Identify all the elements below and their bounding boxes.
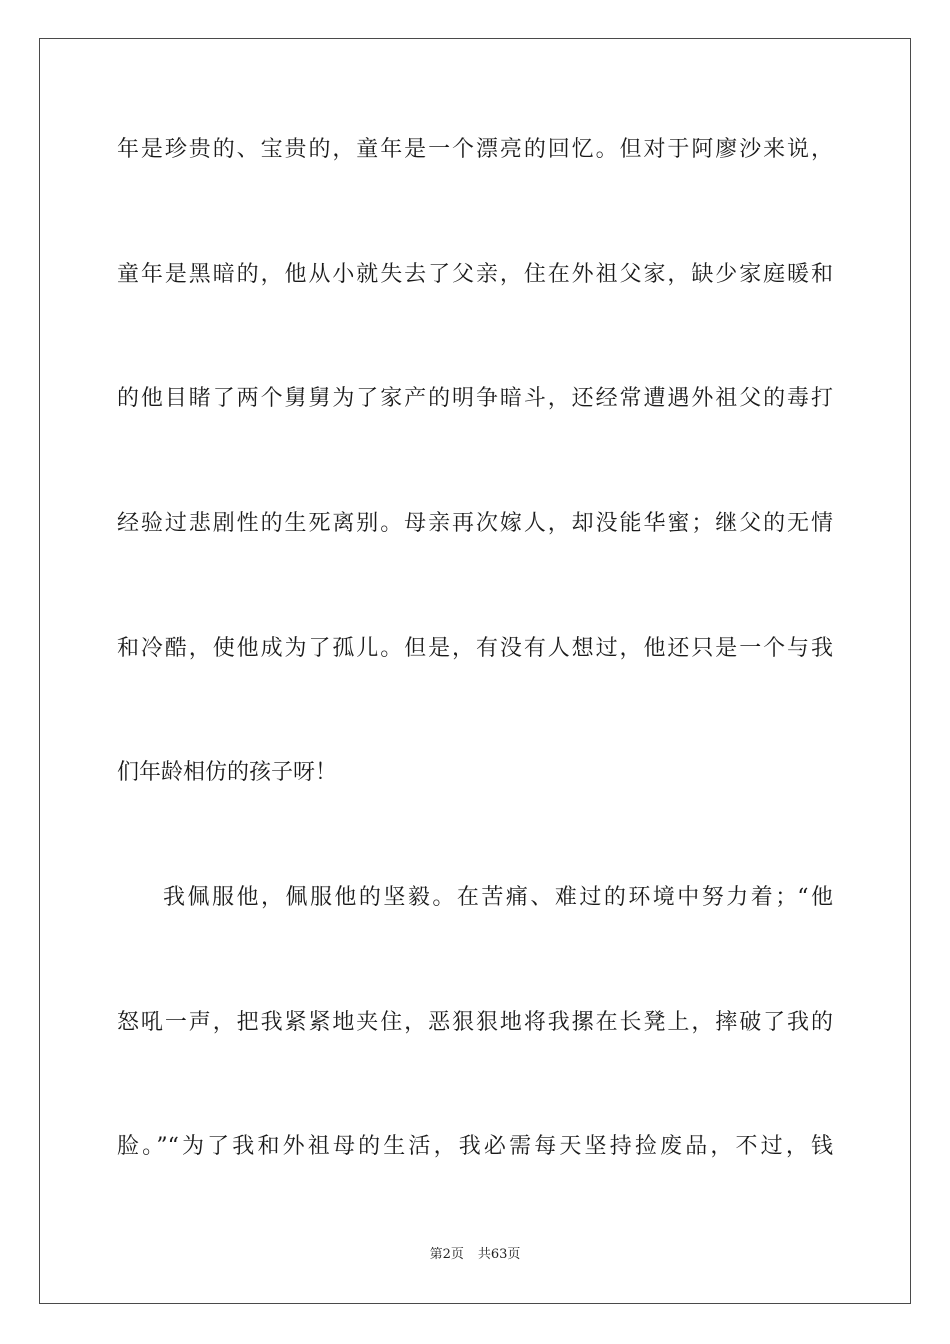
paragraph-line: 年是珍贵的、宝贵的，童年是一个漂亮的回忆。但对于阿廖沙来说，	[117, 137, 833, 162]
paragraph-line: 和冷酷，使他成为了孤儿。但是，有没有人想过，他还只是一个与我	[117, 636, 833, 661]
paragraph-line: 怒吼一声，把我紧紧地夹住，恶狠狠地将我摞在长凳上，摔破了我的	[117, 1010, 833, 1035]
page-number: 第2页	[429, 1247, 464, 1262]
paragraph-line: 的他目睹了两个舅舅为了家产的明争暗斗，还经常遭遇外祖父的毒打	[117, 386, 833, 411]
paragraph-line: 脸。”“为了我和外祖母的生活，我必需每天坚持捡废品，不过，钱	[117, 1134, 833, 1159]
page-footer	[0, 1246, 950, 1264]
page-border	[39, 38, 911, 1304]
paragraph-first-line: 我佩服他，佩服他的坚毅。在苦痛、难过的环境中努力着；“他	[163, 885, 833, 910]
page-total: 共63页	[477, 1247, 521, 1262]
paragraph-line: 们年龄相仿的孩子呀！	[117, 760, 338, 785]
paragraph-line: 经验过悲剧性的生死离别。母亲再次嫁人，却没能华蜜；继父的无情	[117, 511, 833, 536]
paragraph-line: 童年是黑暗的，他从小就失去了父亲，住在外祖父家，缺少家庭暖和	[117, 262, 833, 287]
